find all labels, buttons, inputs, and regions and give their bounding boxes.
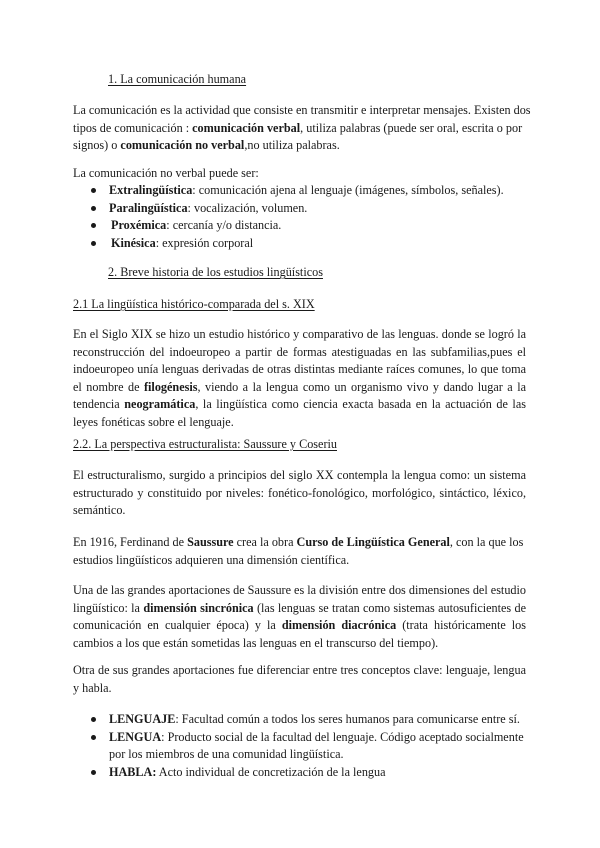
key-concepts-paragraph: Otra de sus grandes aportaciones fue diferenciar entre tres conceptos clave: lenguaje, lengua y habla.: [73, 663, 526, 695]
list-item: LENGUAJE: Facultad común a todos los seres humanos para comunicarse entre sí.: [91, 711, 526, 729]
list-item: Extralingüística: comunicación ajena al lenguaje (imágenes, símbolos, señales).: [91, 182, 531, 200]
nonverbal-communication-term: comunicación no verbal: [120, 138, 245, 152]
filogenesis-term: filogénesis: [143, 379, 198, 394]
nonverbal-lead-text: La comunicación no verbal puede ser:: [73, 166, 259, 180]
bullet-icon: [91, 717, 96, 722]
section-1-heading: 1. La comunicación humana: [108, 72, 247, 86]
section-2-2-heading: 2.2. La perspectiva estructuralista: Saussure y Coseriu: [73, 437, 337, 451]
bullet-icon: [91, 188, 96, 193]
nonverbal-types-list: [91, 182, 531, 252]
list-item: Paralingüística: vocalización, volumen.: [91, 200, 531, 218]
synchronic-term: dimensión sincrónica: [143, 600, 254, 615]
diachronic-term: dimensión diacrónica: [281, 618, 397, 632]
list-item: Proxémica: cercanía y/o distancia.: [91, 217, 531, 235]
saussure-paragraph: En 1916, Ferdinand de Saussure crea la obra Curso de Lingüística General, con la que los estudios lingüísticos adquieren una dimensión científica.: [73, 535, 524, 567]
bullet-icon: [91, 735, 96, 740]
neogramatica-term: neogramática: [124, 397, 196, 411]
bullet-icon: [91, 770, 96, 775]
bullet-icon: [91, 206, 96, 211]
list-item: LENGUA: Producto social de la facultad del lenguaje. Código aceptado socialmente por los miembros de una comunidad lingüística.: [91, 729, 526, 764]
dimensions-paragraph: Una de las grandes aportaciones de Saussure es la división entre dos dimensiones del estudio lingüístico: la dimensión sincrónica (las lenguas se tratan como sistemas autosuficientes de comunicación en cualquier época) y la dimensión diacrónica (trata históricamente los cambios a los que están sometidas las lenguas en el transcurso del tiempo).: [73, 583, 527, 650]
comparative-linguistics-paragraph: En el Siglo XIX se hizo un estudio histórico y comparativo de las lenguas. donde se logró la reconstrucción del indoeuropeo a partir de formas atestiguadas en las subfamilias,pues el indoeuropeo unía lenguas derivadas de otras distintas mediante raíces comunes, lo que toma el nombre de filogénesis, viendo a la lengua como un organismo vivo y dando lugar a la tendencia neogramática, la lingüística como ciencia exacta basada en la actuación de las leyes fonéticas sobre el lenguaje.: [73, 327, 526, 429]
curso-title-term: Curso de Lingüística General: [296, 535, 450, 549]
saussure-term: Saussure: [187, 535, 234, 549]
key-concepts-list: [91, 711, 526, 781]
verbal-communication-term: comunicación verbal: [192, 120, 301, 135]
list-item: Kinésica: expresión corporal: [91, 235, 531, 253]
list-item: HABLA: Acto individual de concretización de la lengua: [91, 764, 526, 782]
bullet-icon: [91, 241, 96, 246]
section-2-heading: 2. Breve historia de los estudios lingüísticos: [108, 265, 323, 279]
section-2-1-heading: 2.1 La lingüística histórico-comparada del s. XIX: [73, 297, 315, 311]
communication-intro-paragraph: La comunicación es la actividad que consiste en transmitir e interpretar mensajes. Existen dos tipos de comunicación : comunicación verbal, utiliza palabras (puede ser oral, escrita o por signos) o comunicación no verbal,no utiliza palabras.: [73, 103, 531, 152]
structuralism-paragraph: El estructuralismo, surgido a principios del siglo XX contempla la lengua como: un sistema estructurado y constituido por niveles: fonético-fonológico, morfológico, sintáctico, léxico, semántico.: [73, 468, 526, 517]
bullet-icon: [91, 223, 96, 228]
